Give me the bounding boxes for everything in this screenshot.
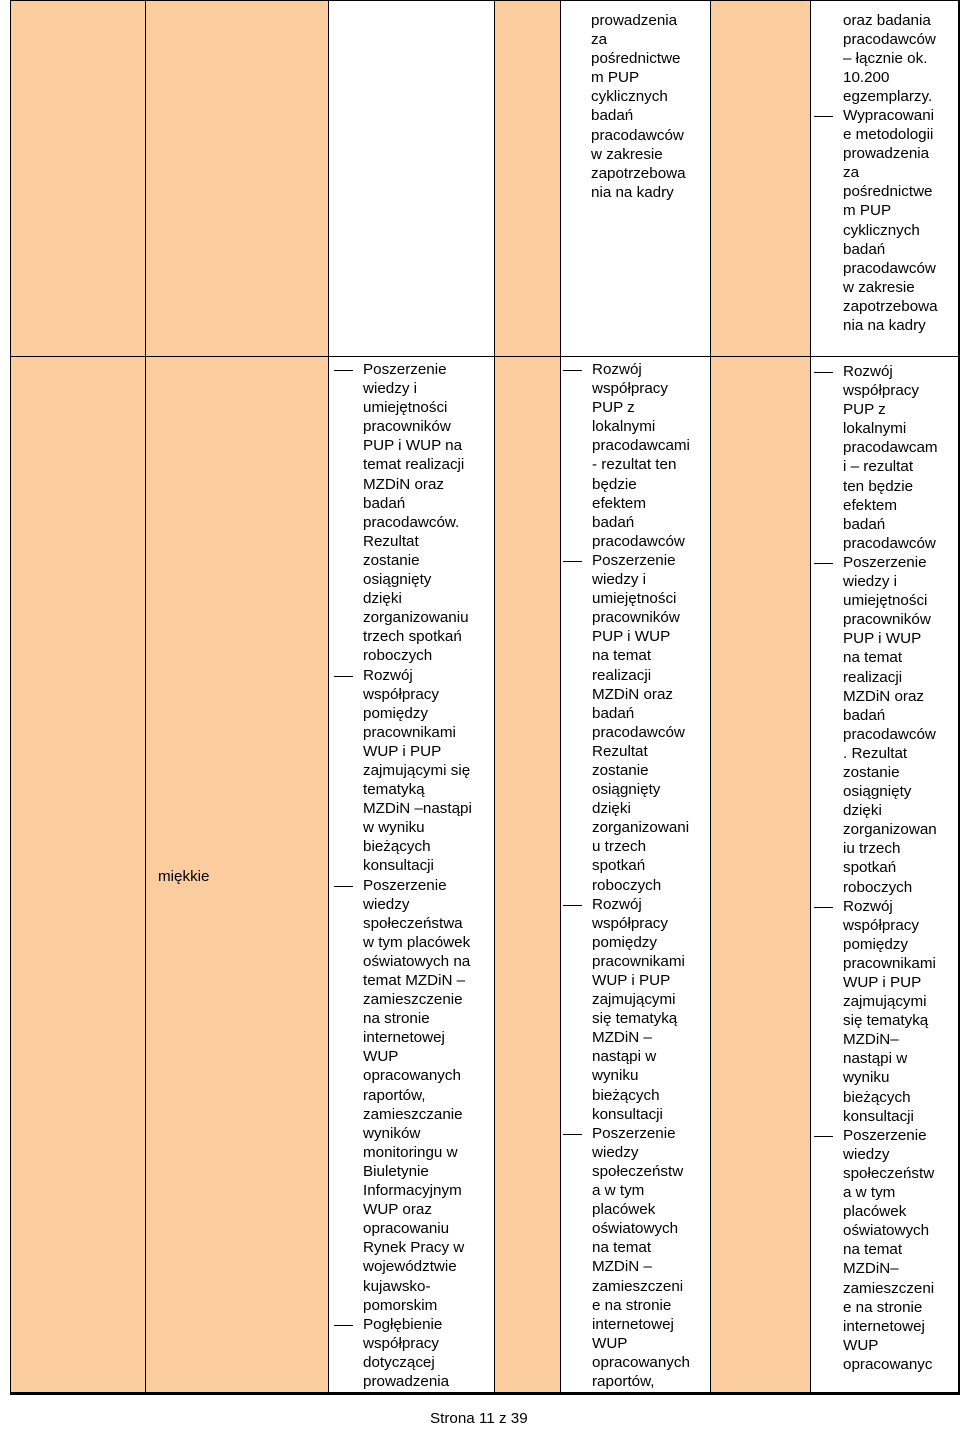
list-item: Poszerzenie wiedzy społeczeństw a w tym placówek oświatowych na temat MZDiN – zamieszczeni e na stronie internetowej WUP opracowanych raportów, xyxy=(592,1124,690,1390)
top-col6-list xyxy=(843,106,938,335)
top-row-col1 xyxy=(10,0,145,356)
list-item: Poszerzenie wiedzy społeczeństw a w tym placówek oświatowych na temat MZDiN– zamieszczeni e na stronie internetowej WUP opracowanyc xyxy=(843,1126,938,1374)
list-item: Rozwój współpracy PUP z lokalnymi pracodawcam i – rezultat ten będzie efektem badań pracodawców xyxy=(843,363,938,552)
top-col6-intro: oraz badania pracodawców – łącznie ok. 10.200 egzemplarzy. xyxy=(843,12,936,106)
top-row-col5 xyxy=(710,0,810,356)
table-bottom-border xyxy=(10,1392,960,1395)
main-row-col3 xyxy=(328,356,494,1393)
list-item: Pogłębienie współpracy dotyczącej prowadzenia xyxy=(363,1315,472,1391)
col3-list xyxy=(363,360,472,1391)
list-item: Poszerzenie wiedzy i umiejętności pracowników PUP i WUP na temat realizacji MZDiN oraz badań pracodawców Rezultat zostanie osiągnięty dzięki zorganizowani u trzech spotkań roboczych xyxy=(592,551,690,894)
page-number: Strona 11 z 39 xyxy=(430,1410,528,1427)
list-item: Poszerzenie wiedzy społeczeństwa w tym placówek oświatowych na temat MZDiN – zamieszczenie na stronie internetowej WUP opracowanych raportów, zamieszczanie wyników monitoringu w Biuletynie Informacyjnym WUP oraz opracowaniu Rynek Pracy w województwie kujawsko- pomorskim xyxy=(363,876,471,1314)
main-row-col6 xyxy=(810,356,960,1393)
top-row-col3 xyxy=(328,0,494,356)
main-row-col3b xyxy=(494,356,560,1393)
main-row-col5 xyxy=(710,356,810,1393)
top-row-col2 xyxy=(145,0,328,356)
list-item: Rozwój współpracy pomiędzy pracownikami WUP i PUP zajmującymi się tematyką MZDiN –nastąpi w wyniku bieżących konsultacji xyxy=(363,666,472,875)
list-item: Poszerzenie wiedzy i umiejętności pracowników PUP i WUP na temat realizacji MZDiN oraz badań pracodawców. Rezultat zostanie osiągnięty dzięki zorganizowaniu trzech spotkań roboczych xyxy=(363,360,472,666)
category-label: miękkie xyxy=(158,868,210,885)
col6-list xyxy=(843,362,938,1374)
col4-list xyxy=(592,360,690,1391)
category-cell xyxy=(145,356,328,1393)
list-item: Wypracowani e metodologii prowadzenia za pośrednictwe m PUP cyklicznych badań pracodawców w zakresie zapotrzebowa nia na kadry xyxy=(843,107,938,335)
main-row-col1 xyxy=(10,356,145,1393)
list-item: Rozwój współpracy pomiędzy pracownikami WUP i PUP zajmującymi się tematyką MZDiN– nastąpi w wyniku bieżących konsultacji xyxy=(843,897,936,1125)
list-item: Poszerzenie wiedzy i umiejętności pracowników PUP i WUP na temat realizacji MZDiN oraz badań pracodawców . Rezultat zostanie osiągnięty dzięki zorganizowan iu trzech spotkań roboczych xyxy=(843,553,937,896)
top-row-col4 xyxy=(560,0,710,356)
top-row-col3b xyxy=(494,0,560,356)
top-row-col6 xyxy=(810,0,960,356)
list-item: Rozwój współpracy PUP z lokalnymi pracodawcami - rezultat ten będzie efektem badań pracodawców xyxy=(592,361,690,550)
main-row-col4 xyxy=(560,356,710,1393)
list-item: Rozwój współpracy pomiędzy pracownikami WUP i PUP zajmującymi się tematyką MZDiN – nastąpi w wyniku bieżących konsultacji xyxy=(592,895,690,1124)
top-col4-text: prowadzenia za pośrednictwe m PUP cyklicznych badań pracodawców w zakresie zapotrzebowa nia na kadry xyxy=(591,12,686,201)
